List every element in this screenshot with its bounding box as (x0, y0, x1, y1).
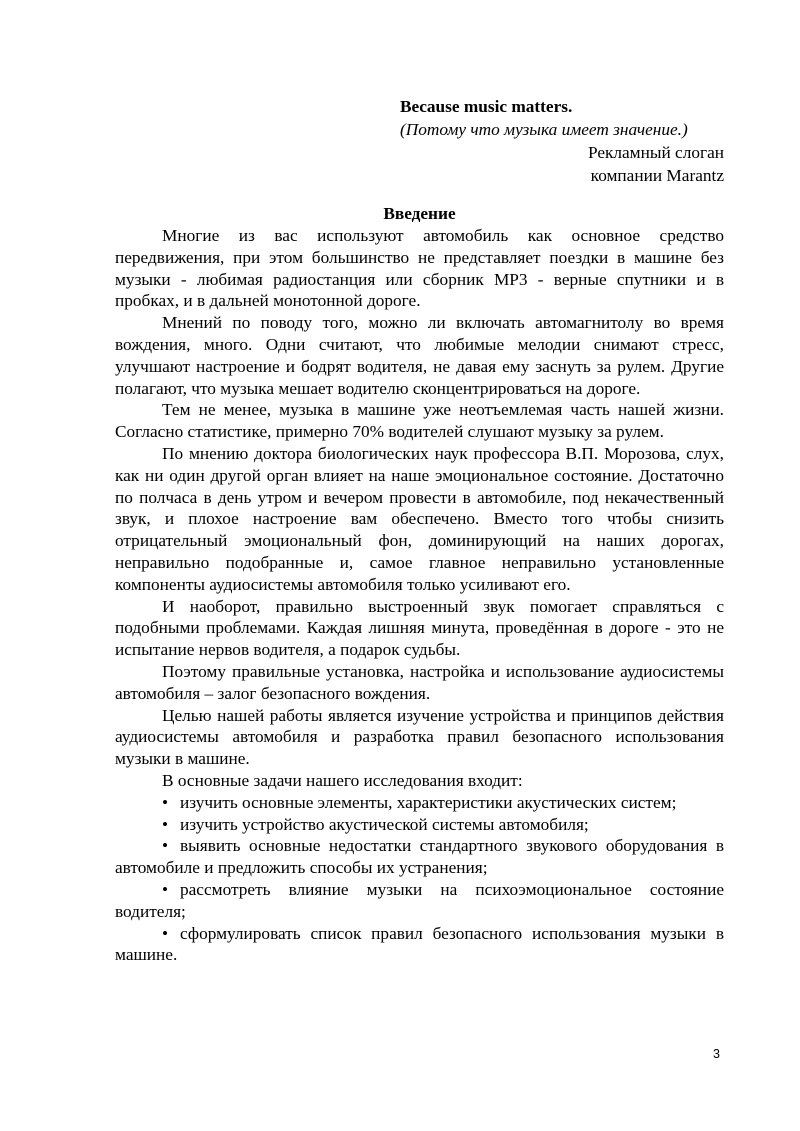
list-item-text: сформулировать список правил безопасного использования музыки в машине. (115, 923, 724, 965)
epigraph-source-line2: компании Marantz (590, 166, 724, 185)
paragraph: Поэтому правильные установка, настройка и использование аудиосистемы автомобиля – залог безопасного вождения. (115, 661, 724, 703)
list-item (115, 923, 724, 967)
paragraph: В основные задачи нашего исследования входит: (162, 770, 523, 790)
list-item (115, 879, 724, 923)
bullet-icon: • (162, 836, 169, 856)
epigraph-english: Because music matters. (400, 97, 573, 116)
list-item-text: выявить основные недостатки стандартного звукового оборудования в автомобиле и предложить способы их устранения; (115, 836, 724, 878)
bullet-icon: • (162, 923, 169, 943)
list-item-text: изучить основные элементы, характеристики акустических систем; (180, 792, 677, 812)
document-page (115, 95, 724, 966)
paragraph: По мнению доктора биологических наук профессора В.П. Морозова, слух, как ни один другой орган влияет на наше эмоциональное состояние. Достаточно по полчаса в день утром и вечером провести в автомобиле, под некачественный звук, и плохое настроение вам обеспечено. Вместо того чтобы снизить отрицательный эмоциональный фон, доминирующий на наших дорогах, неправильно подобранные и, самое главное неправильно установленные компоненты аудиосистемы автомобиля только усиливают его. (115, 443, 724, 594)
epigraph (400, 95, 724, 187)
section-title: Введение (383, 204, 456, 223)
list-item (115, 835, 724, 879)
bullet-icon: • (162, 814, 169, 834)
paragraph: Многие из вас используют автомобиль как основное средство передвижения, при этом большинство не представляет поездки в машине без музыки - любимая радиостанция или сборник МР3 - верные спутники и в пробках, и в дальней монотонной дороге. (115, 226, 724, 311)
paragraph: Тем не менее, музыка в машине уже неотъемлемая часть нашей жизни. Согласно статистике, примерно 70% водителей слушают музыку за рулем. (115, 400, 724, 442)
paragraph: Мнений по поводу того, можно ли включать автомагнитолу во время вождения, много. Одни считают, что любимые мелодии снимают стресс, улучшают настроение и бодрят водителя, не давая ему заснуть за рулем. Другие полагают, что музыка мешает водителю сконцентрироваться на дороге. (115, 313, 724, 398)
epigraph-russian: (Потому что музыка имеет значение.) (400, 120, 688, 139)
list-item-text: изучить устройство акустической системы автомобиля; (180, 814, 589, 834)
bullet-icon: • (162, 879, 169, 899)
bullet-icon: • (162, 792, 169, 812)
paragraph: Целью нашей работы является изучение устройства и принципов действия аудиосистемы автомобиля и разработка правил безопасного использования музыки в машине. (115, 705, 724, 769)
list-item (115, 814, 724, 836)
task-list (115, 792, 724, 966)
page-number: 3 (713, 1047, 720, 1061)
list-item-text: рассмотреть влияние музыки на психоэмоциональное состояние водителя; (115, 879, 724, 921)
paragraph: И наоборот, правильно выстроенный звук помогает справляться с подобными проблемами. Каждая лишняя минута, проведённая в дороге - это не испытание нервов водителя, а подарок судьбы. (115, 596, 724, 660)
epigraph-source-line1: Рекламный слоган (587, 143, 724, 162)
list-item (115, 792, 724, 814)
